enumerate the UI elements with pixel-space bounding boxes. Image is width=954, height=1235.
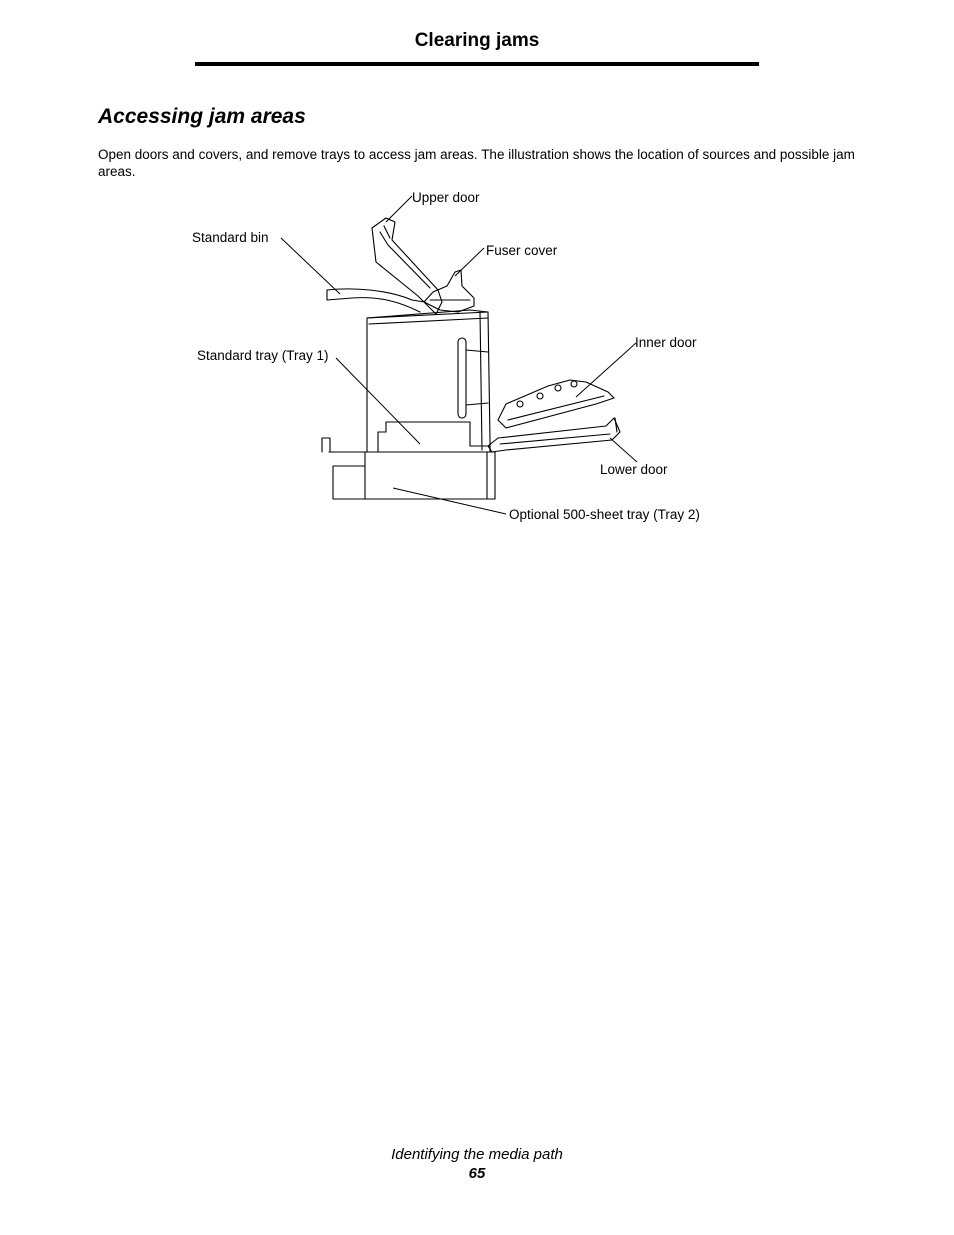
label-upper-door: Upper door [412, 190, 480, 205]
intro-paragraph: Open doors and covers, and remove trays to access jam areas. The illustration shows the location of sources and possible jam areas. [98, 147, 855, 179]
label-lower-door: Lower door [600, 462, 668, 477]
page-header-title: Clearing jams [414, 30, 540, 51]
section-heading: Accessing jam areas [98, 105, 306, 128]
fuser-cover-drawing [424, 270, 474, 312]
inner-door-drawing [498, 380, 614, 428]
standard-bin-drawing [327, 289, 425, 312]
label-standard-tray: Standard tray (Tray 1) [197, 348, 329, 363]
label-standard-bin: Standard bin [192, 230, 269, 245]
footer-section-title: Identifying the media path [391, 1146, 563, 1163]
printer-jam-areas-illustration [0, 0, 954, 560]
label-inner-door: Inner door [635, 335, 697, 350]
label-fuser-cover: Fuser cover [486, 243, 558, 258]
lower-door-drawing [488, 418, 620, 452]
label-optional-tray: Optional 500-sheet tray (Tray 2) [509, 507, 700, 522]
footer-page-number: 65 [468, 1165, 486, 1182]
printer-body-drawing [322, 310, 490, 452]
